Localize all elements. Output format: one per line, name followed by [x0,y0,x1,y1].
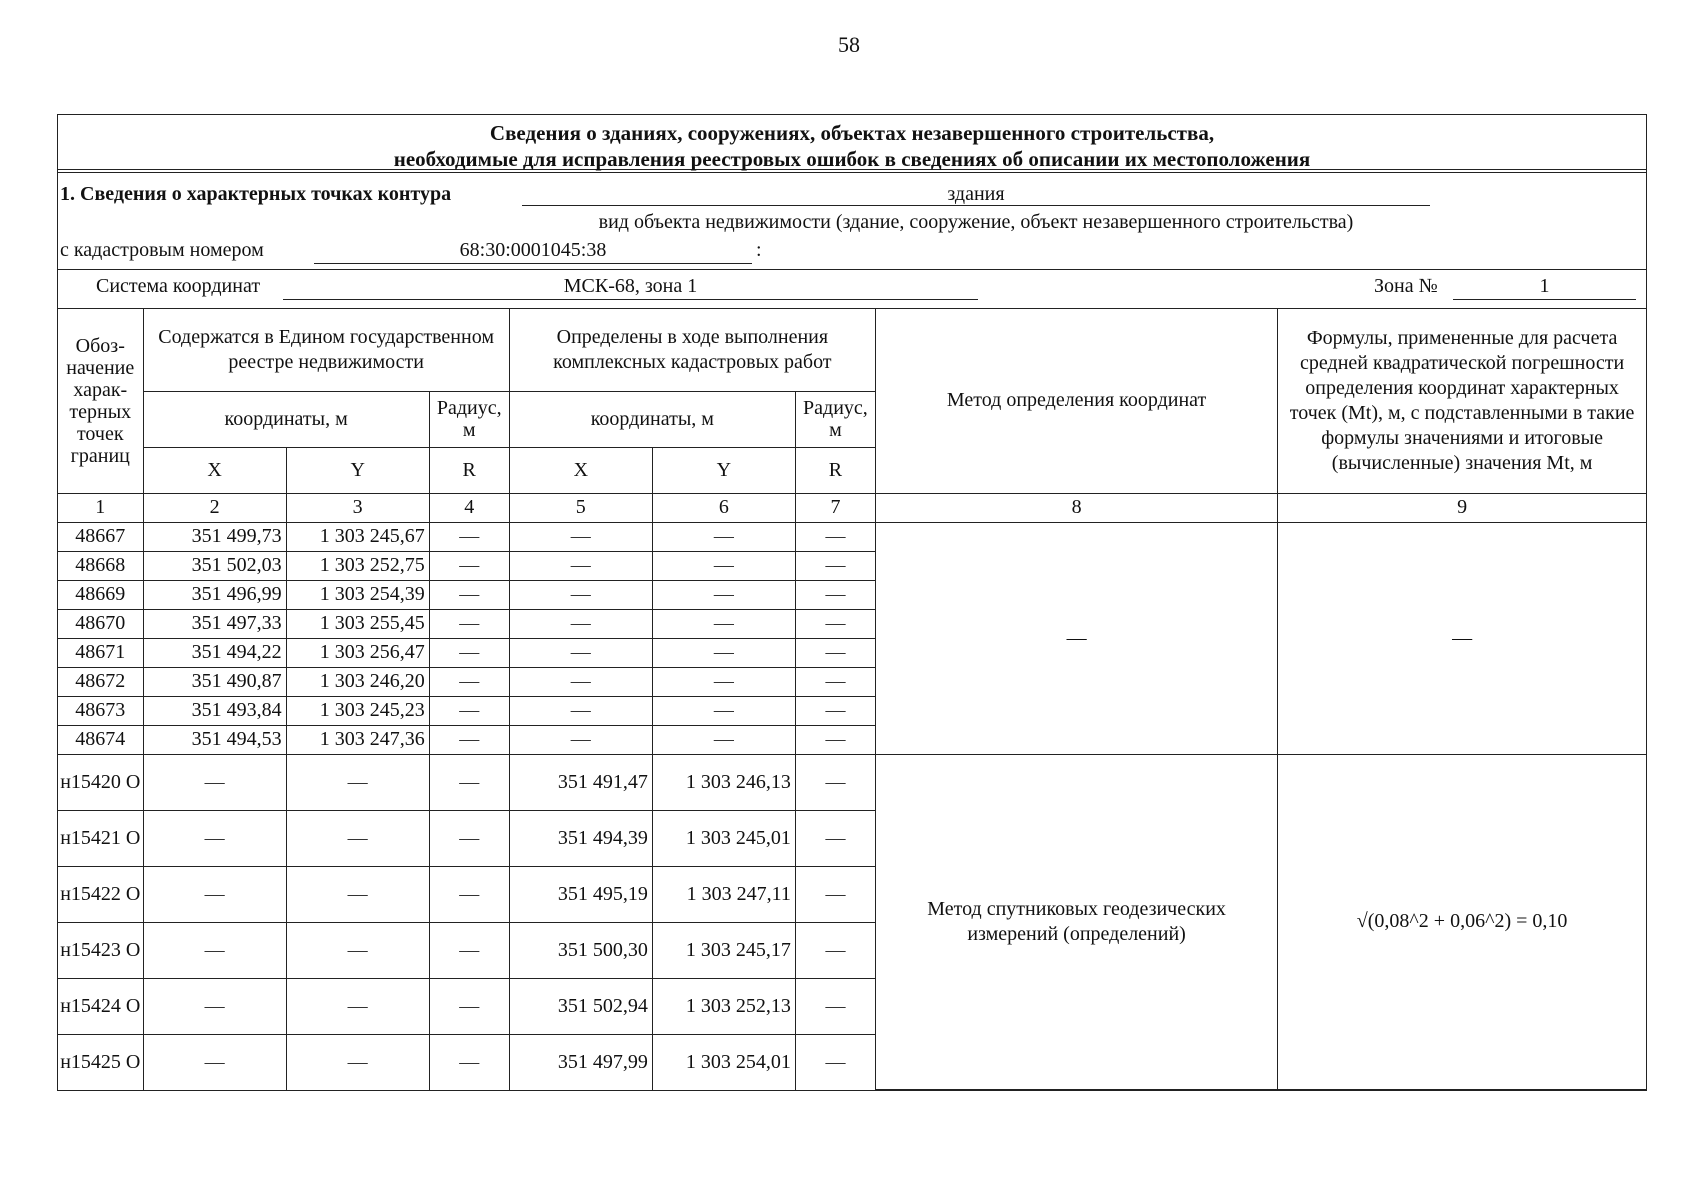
egrn-y: 1 303 245,67 [286,522,429,551]
point-id: 48672 [58,667,143,696]
kkr-r: — [795,978,875,1034]
kkr-y: — [652,667,795,696]
kkr-r: — [795,922,875,978]
kkr-x: 351 494,39 [509,810,652,866]
kkr-x: — [509,667,652,696]
kkr-r: — [795,609,875,638]
column-number: 5 [509,493,652,522]
column-number: 3 [286,493,429,522]
object-kind-value: здания [947,183,1005,205]
egrn-x: 351 497,33 [143,609,286,638]
column-number: 8 [875,493,1277,522]
header-egrn-coords: координаты, м [143,391,429,447]
egrn-y: — [286,866,429,922]
point-id: 48671 [58,638,143,667]
kkr-y: 1 303 245,01 [652,810,795,866]
egrn-r: — [429,609,509,638]
point-id: 48670 [58,609,143,638]
egrn-r: — [429,1034,509,1090]
coordinate-system-value: МСК-68, зона 1 [563,275,698,297]
egrn-x: 351 493,84 [143,696,286,725]
kkr-r: — [795,1034,875,1090]
kkr-y: 1 303 246,13 [652,754,795,810]
new-formula: √(0,08^2 + 0,06^2) = 0,10 [1278,754,1646,1090]
kkr-y: 1 303 247,11 [652,866,795,922]
new-method: Метод спутниковых геодезических измерений (определений) [875,754,1277,1090]
point-id: 48669 [58,580,143,609]
point-id: 48673 [58,696,143,725]
coordinate-system [58,270,1646,309]
header-egrn-y: Y [286,447,429,493]
header-egrn-radius: Радиус, м [429,391,509,447]
zone-value: 1 [1539,275,1550,297]
egrn-y: 1 303 252,75 [286,551,429,580]
point-id: н15424 О [58,978,143,1034]
egrn-x: — [143,754,286,810]
column-numbers-row [58,493,1646,522]
column-number: 1 [58,493,143,522]
header-egrn-r: R [429,447,509,493]
coordinate-system-underline [283,299,978,300]
kkr-r: — [795,551,875,580]
column-number: 4 [429,493,509,522]
object-kind-caption: вид объекта недвижимости (здание, сооружение, объект незавершенного строительства) [598,211,1354,233]
kkr-x: — [509,609,652,638]
egrn-y: — [286,754,429,810]
point-id: н15420 О [58,754,143,810]
header-point-designation: Обоз-начение харак-терных точек границ [58,309,143,493]
title-line-2: необходимые для исправления реестровых ошибок в сведениях об описании их местоположения [393,147,1311,171]
kkr-x: — [509,551,652,580]
egrn-r: — [429,580,509,609]
egrn-y: — [286,922,429,978]
egrn-x: 351 494,53 [143,725,286,754]
egrn-x: — [143,1034,286,1090]
kkr-r: — [795,754,875,810]
kkr-x: 351 497,99 [509,1034,652,1090]
header-kkr-group: Определены в ходе выполнения комплексных кадастровых работ [509,309,875,391]
kkr-x: — [509,638,652,667]
egrn-x: — [143,978,286,1034]
document-frame [57,114,1647,1091]
column-number: 9 [1278,493,1646,522]
egrn-x: 351 496,99 [143,580,286,609]
egrn-r: — [429,638,509,667]
egrn-y: — [286,810,429,866]
kkr-r: — [795,667,875,696]
egrn-r: — [429,978,509,1034]
point-id: 48668 [58,551,143,580]
section-heading: 1. Сведения о характерных точках контура [60,183,452,205]
egrn-r: — [429,522,509,551]
kkr-y: — [652,638,795,667]
point-id: н15422 О [58,866,143,922]
kkr-r: — [795,638,875,667]
header-method: Метод определения координат [875,309,1277,493]
header-kkr-radius: Радиус, м [795,391,875,447]
egrn-y: 1 303 246,20 [286,667,429,696]
egrn-x: 351 494,22 [143,638,286,667]
kkr-x: — [509,522,652,551]
points-table [58,309,1646,1090]
document-title [58,115,1646,173]
point-id: 48667 [58,522,143,551]
column-number: 6 [652,493,795,522]
column-number: 2 [143,493,286,522]
header-kkr-x: X [509,447,652,493]
egrn-y: — [286,1034,429,1090]
kkr-y: — [652,696,795,725]
egrn-y: 1 303 255,45 [286,609,429,638]
kkr-y: — [652,551,795,580]
kkr-r: — [795,866,875,922]
egrn-r: — [429,866,509,922]
egrn-r: — [429,667,509,696]
point-id: н15423 О [58,922,143,978]
kkr-r: — [795,810,875,866]
header-kkr-coords: координаты, м [509,391,795,447]
kkr-r: — [795,522,875,551]
egrn-x: 351 499,73 [143,522,286,551]
header-kkr-y: Y [652,447,795,493]
kkr-r: — [795,725,875,754]
table-row [58,522,1646,551]
header-formula: Формулы, примененные для расчета средней квадратической погрешности определения координат характерных точек (Mt), м, с подставленными в такие формулы значениями и итоговые (вычисленные) значения Mt, м [1278,309,1646,493]
kkr-r: — [795,696,875,725]
kkr-y: 1 303 254,01 [652,1034,795,1090]
header-egrn-group: Содержатся в Едином государственном реестре недвижимости [143,309,509,391]
kkr-x: — [509,696,652,725]
kkr-y: 1 303 252,13 [652,978,795,1034]
zone-label: Зона № [1374,275,1438,297]
header-kkr-r: R [795,447,875,493]
egrn-x: 351 502,03 [143,551,286,580]
egrn-r: — [429,754,509,810]
egrn-x: — [143,866,286,922]
kkr-x: — [509,580,652,609]
egrn-x: — [143,922,286,978]
egrn-y: 1 303 245,23 [286,696,429,725]
point-id: н15425 О [58,1034,143,1090]
cadastral-underline [314,263,752,264]
egrn-y: 1 303 254,39 [286,580,429,609]
egrn-x: — [143,810,286,866]
title-line-1: Сведения о зданиях, сооружениях, объектах незавершенного строительства, [489,121,1215,145]
point-id: н15421 О [58,810,143,866]
kkr-y: — [652,609,795,638]
kkr-x: — [509,725,652,754]
point-id: 48674 [58,725,143,754]
egrn-r: — [429,725,509,754]
kkr-x: 351 502,94 [509,978,652,1034]
egrn-r: — [429,922,509,978]
coordinate-system-label: Система координат [96,275,261,297]
kkr-y: — [652,725,795,754]
egrn-x: 351 490,87 [143,667,286,696]
kkr-x: 351 491,47 [509,754,652,810]
table-row [58,754,1646,810]
kkr-r: — [795,580,875,609]
egrn-r: — [429,551,509,580]
existing-method: — [875,522,1277,754]
kkr-y: 1 303 245,17 [652,922,795,978]
egrn-y: 1 303 256,47 [286,638,429,667]
zone-underline [1453,299,1636,300]
kkr-y: — [652,522,795,551]
cadastral-colon: : [756,239,762,261]
egrn-r: — [429,810,509,866]
cadastral-number: 68:30:0001045:38 [459,239,607,261]
kkr-x: 351 495,19 [509,866,652,922]
kkr-x: 351 500,30 [509,922,652,978]
object-info [58,173,1646,270]
existing-formula: — [1278,522,1646,754]
cadastral-label: с кадастровым номером [60,239,264,261]
egrn-r: — [429,696,509,725]
kkr-y: — [652,580,795,609]
egrn-y: — [286,978,429,1034]
egrn-y: 1 303 247,36 [286,725,429,754]
column-number: 7 [795,493,875,522]
header-egrn-x: X [143,447,286,493]
page-number: 58 [838,32,860,57]
